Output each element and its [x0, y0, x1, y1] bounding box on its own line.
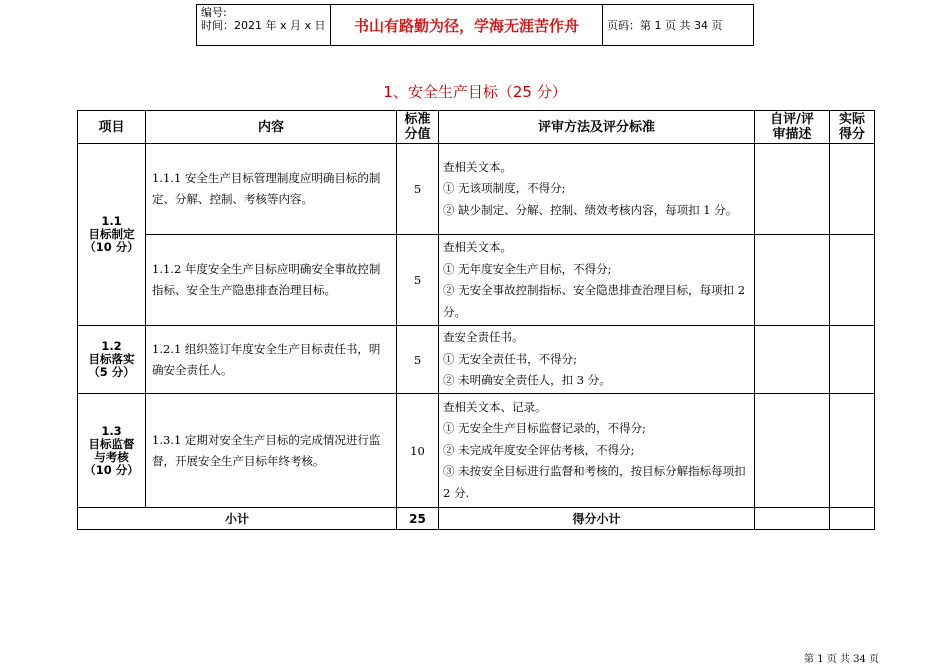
standard-score-cell: 5: [397, 144, 439, 235]
table-header-row: [78, 111, 875, 144]
self-review-cell: [755, 144, 830, 235]
header-motto: 书山有路勤为径，学海无涯苦作舟: [331, 5, 603, 45]
section-title: 1、安全生产目标（25 分）: [383, 83, 567, 101]
project-cell-1-3: 1.3 目标监督 与考核 （10 分）: [78, 394, 146, 508]
table-row: [78, 235, 875, 326]
page-footer: 第 1 页 共 34 页: [804, 654, 879, 665]
method-cell: 查安全责任书。 ① 无安全责任书，不得分; ② 未明确安全责任人，扣 3 分。: [439, 326, 755, 394]
header-actual-score: 实际 得分: [830, 111, 875, 144]
project-cell-1-1: 1.1 目标制定 （10 分）: [78, 144, 146, 326]
header-time-label: 时间：2021 年 x 月 x 日: [201, 19, 326, 32]
standard-score-cell: 10: [397, 394, 439, 508]
content-cell: 1.1.1 安全生产目标管理制度应明确目标的制定、分解、控制、考核等内容。: [146, 144, 397, 235]
total-self-review: [755, 508, 830, 530]
self-review-cell: [755, 235, 830, 326]
header-project: 项目: [78, 111, 146, 144]
page-header: [196, 4, 754, 46]
self-review-cell: [755, 326, 830, 394]
actual-score-cell: [830, 144, 875, 235]
total-score: 25: [397, 508, 439, 530]
evaluation-table: [77, 110, 875, 530]
method-cell: 查相关文本。 ① 无该项制度，不得分; ② 缺少制定、分解、控制、绩效考核内容，每项扣 1 分。: [439, 144, 755, 235]
header-page-info: 页码：第 1 页 共 34 页: [607, 19, 723, 32]
total-actual-score: [830, 508, 875, 530]
header-standard-score: 标准 分值: [397, 111, 439, 144]
header-code-label: 编号:: [201, 6, 227, 19]
header-content: 内容: [146, 111, 397, 144]
total-score-label: 得分小计: [439, 508, 755, 530]
table-row: [78, 394, 875, 508]
table-row: [78, 144, 875, 235]
actual-score-cell: [830, 326, 875, 394]
header-meta: [197, 5, 331, 45]
content-cell: 1.2.1 组织签订年度安全生产目标责任书，明确安全责任人。: [146, 326, 397, 394]
content-cell: 1.3.1 定期对安全生产目标的完成情况进行监督，开展安全生产目标年终考核。: [146, 394, 397, 508]
self-review-cell: [755, 394, 830, 508]
header-self-review: 自评/评 审描述: [755, 111, 830, 144]
actual-score-cell: [830, 235, 875, 326]
total-row: [78, 508, 875, 530]
actual-score-cell: [830, 394, 875, 508]
total-label: 小计: [78, 508, 397, 530]
standard-score-cell: 5: [397, 235, 439, 326]
project-cell-1-2: 1.2 目标落实 （5 分）: [78, 326, 146, 394]
content-cell: 1.1.2 年度安全生产目标应明确安全事故控制指标、安全生产隐患排查治理目标。: [146, 235, 397, 326]
method-cell: 查相关文本、记录。 ① 无安全生产目标监督记录的，不得分; ② 未完成年度安全评估考核，不得分; ③ 未按安全目标进行监督和考核的，按目标分解指标每项扣 2 分.: [439, 394, 755, 508]
header-method: 评审方法及评分标准: [439, 111, 755, 144]
table-row: [78, 326, 875, 394]
method-cell: 查相关文本。 ① 无年度安全生产目标，不得分; ② 无安全事故控制指标、安全隐患排查治理目标，每项扣 2 分。: [439, 235, 755, 326]
standard-score-cell: 5: [397, 326, 439, 394]
